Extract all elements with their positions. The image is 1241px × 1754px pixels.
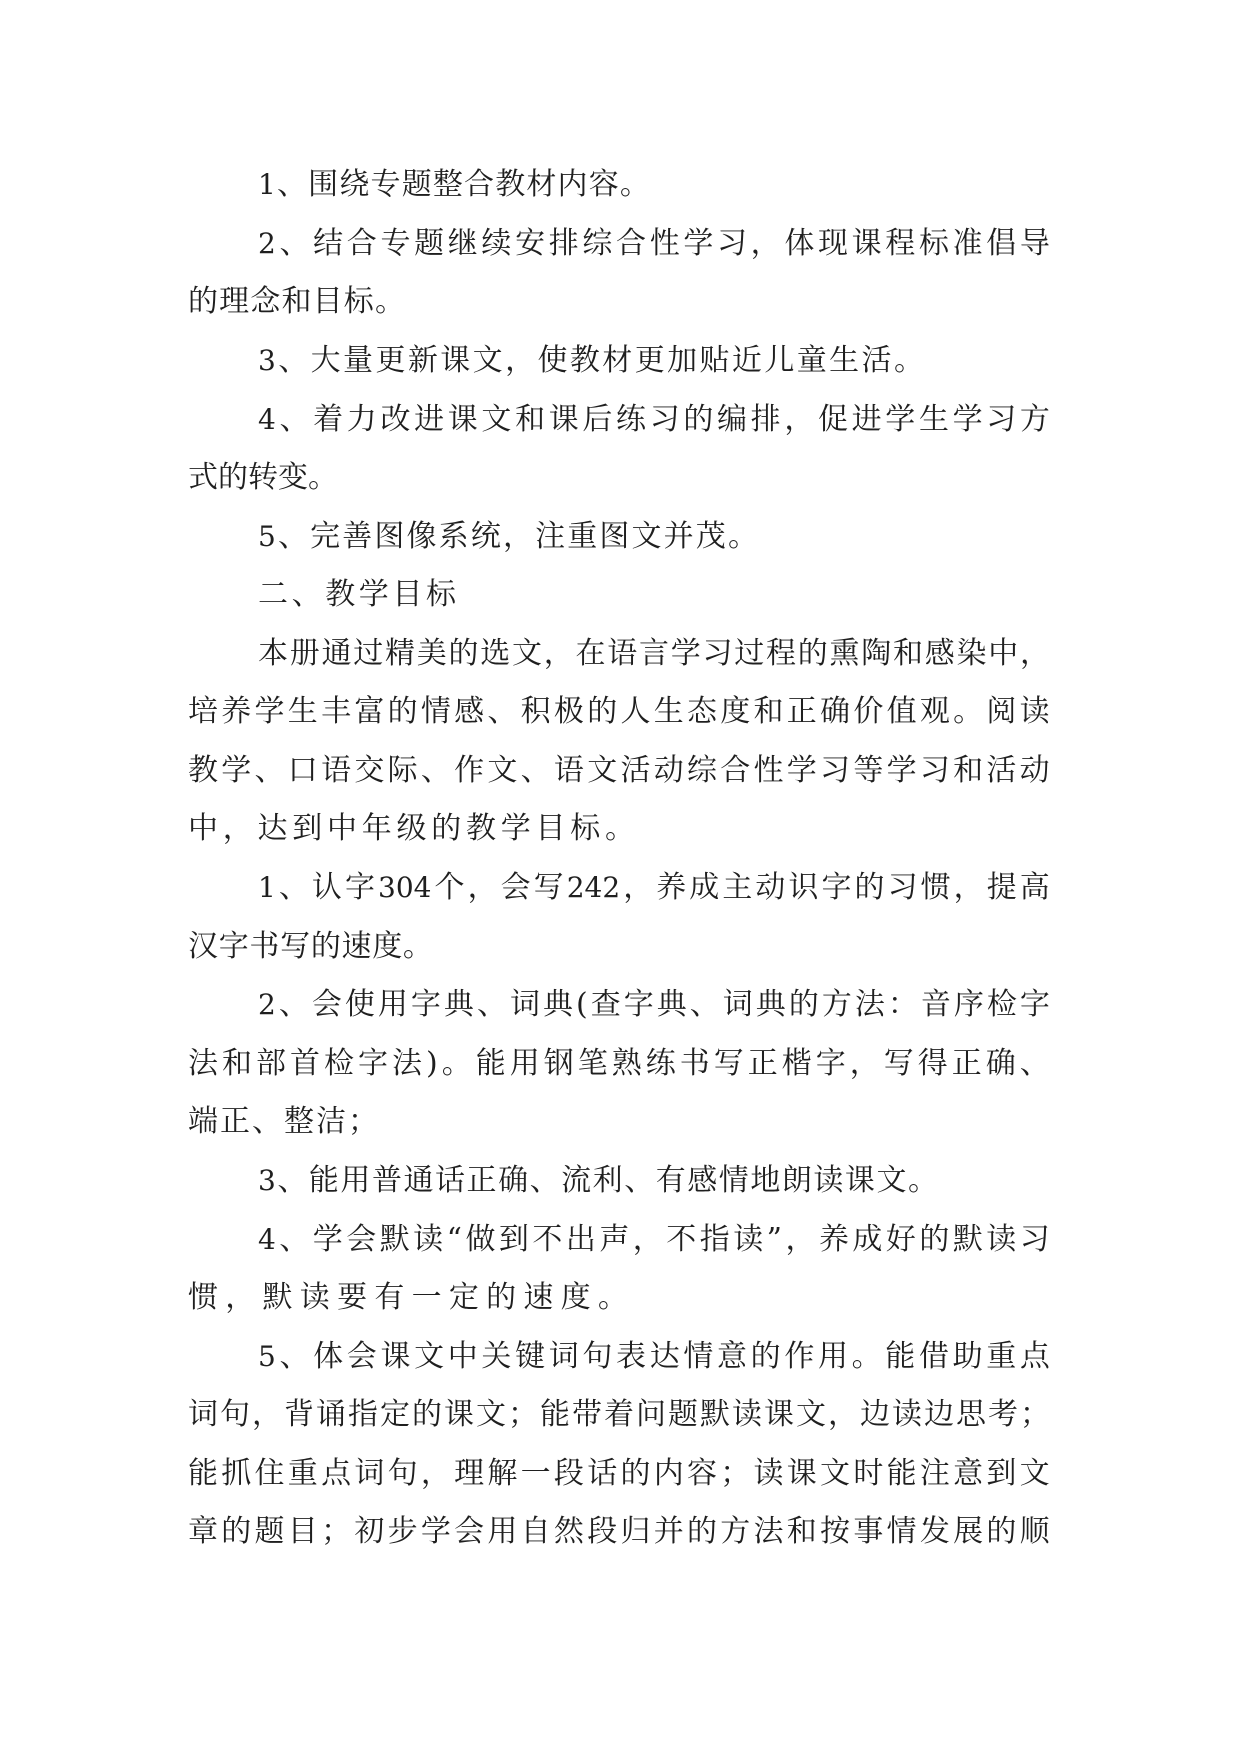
text-line: 章 的 题 目 ； 初 步 学 会 用 自 然 段 归 并 的 方 法 和 按 事 情 发 展 的 顺	[188, 1514, 1050, 1549]
text-line: 中 ， 达 到 中 年 级 的 教 学 目 标 。	[188, 811, 635, 846]
text-line: 词 句 ， 背 诵 指 定 的 课 文 ； 能 带 着 问 题 默 读 课 文 ， 边 读 边 思 考 ；	[188, 1397, 1050, 1432]
text-line: 3 、 能 用 普 通 话 正 确 、 流 利 、 有 感 情 地 朗 读 课 文 。	[258, 1163, 938, 1198]
section-heading: 二 、 教 学 目 标	[258, 577, 456, 612]
text-line: 5 、 体 会 课 文 中 关 键 词 句 表 达 情 意 的 作 用 。 能 借 助 重 点	[258, 1339, 1050, 1374]
text-line: 的 理 念 和 目 标 。	[188, 284, 405, 319]
text-line: 4 、 着 力 改 进 课 文 和 课 后 练 习 的 编 排 ， 促 进 学 生 学 习 方	[258, 402, 1050, 437]
text-line: 1 、 认 字 304 个 ， 会 写 242 ， 养 成 主 动 识 字 的 习 惯 ， 提 高	[258, 870, 1050, 905]
text-line: 5 、 完 善 图 像 系 统 ， 注 重 图 文 并 茂 。	[258, 519, 758, 554]
text-line: 2 、 结 合 专 题 继 续 安 排 综 合 性 学 习 ， 体 现 课 程 标 准 倡 导	[258, 226, 1050, 261]
text-line: 1 、 围 绕 专 题 整 合 教 材 内 容 。	[258, 167, 650, 202]
text-line: 2 、 会 使 用 字 典 、 词 典 ( 查 字 典 、 词 典 的 方 法 ： 音 序 检 字	[258, 987, 1050, 1022]
text-line: 培 养 学 生 丰 富 的 情 感 、 积 极 的 人 生 态 度 和 正 确 价 值 观 。 阅 读	[188, 694, 1050, 729]
text-line: 教 学 、 口 语 交 际 、 作 文 、 语 文 活 动 综 合 性 学 习 等 学 习 和 活 动	[188, 753, 1050, 788]
text-line: 式 的 转 变 。	[188, 460, 338, 495]
text-line: 能 抓 住 重 点 词 句 ， 理 解 一 段 话 的 内 容 ； 读 课 文 时 能 注 意 到 文	[188, 1456, 1050, 1491]
text-line: 汉 字 书 写 的 速 度 。	[188, 929, 433, 964]
text-line: 本 册 通 过 精 美 的 选 文 ， 在 语 言 学 习 过 程 的 熏 陶 和 感 染 中 ，	[258, 636, 1050, 671]
text-line: 4 、 学 会 默 读 “ 做 到 不 出 声 ， 不 指 读 ” ， 养 成 好 的 默 读 习	[258, 1222, 1050, 1257]
text-line: 惯 ， 默 读 要 有 一 定 的 速 度 。	[188, 1280, 628, 1315]
text-line: 端 正 、 整 洁 ；	[188, 1104, 378, 1139]
text-line: 法 和 部 首 检 字 法 ) 。 能 用 钢 笔 熟 练 书 写 正 楷 字 ， 写 得 正 确 、	[188, 1046, 1050, 1081]
text-line: 3 、 大 量 更 新 课 文 ， 使 教 材 更 加 贴 近 儿 童 生 活 。	[258, 343, 924, 378]
